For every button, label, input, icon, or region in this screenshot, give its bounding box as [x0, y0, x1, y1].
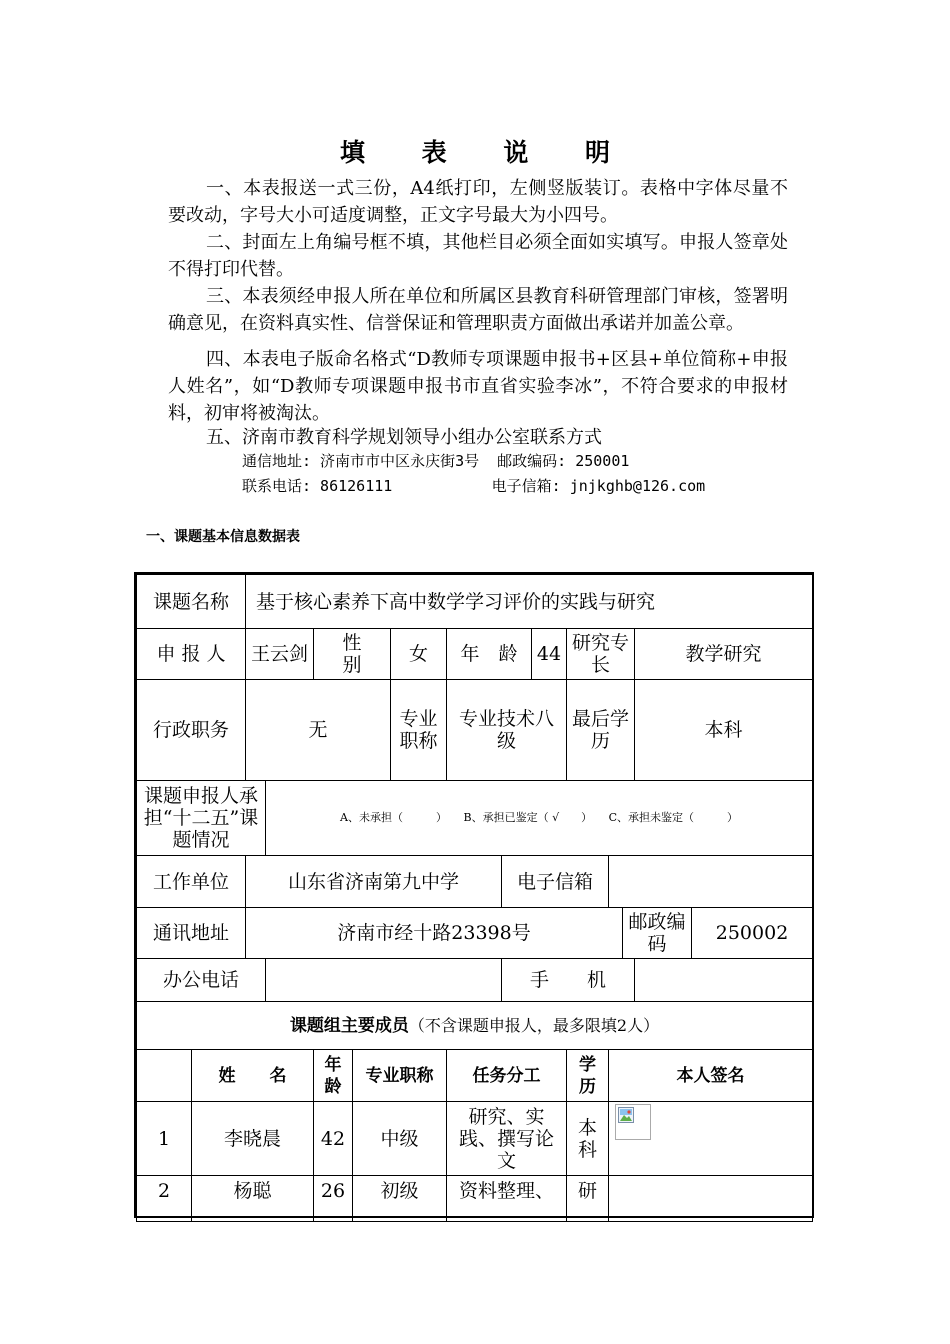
specialty-label: 研究专长	[567, 629, 635, 680]
applicant-label: 申 报 人	[137, 629, 246, 680]
table-row	[137, 1176, 813, 1222]
age-label: 年 龄	[447, 629, 532, 680]
education-value[interactable]: 本科	[635, 680, 813, 781]
address-value[interactable]: 济南市经十路23398号	[246, 908, 623, 959]
member-signature[interactable]	[609, 1102, 813, 1176]
members-col-task: 任务分工	[447, 1050, 567, 1102]
topic-value[interactable]: 基于核心素养下高中数学学习评价的实践与研究	[246, 575, 813, 629]
member-title[interactable]: 中级	[353, 1102, 447, 1176]
workplace-label: 工作单位	[137, 856, 246, 908]
workplace-value[interactable]: 山东省济南第九中学	[246, 856, 502, 908]
instruction-paragraph-5: 五、济南市教育科学规划领导小组办公室联系方式	[206, 427, 602, 448]
undertaking-label: 课题申报人承担“十二五”课题情况	[137, 781, 266, 856]
member-name[interactable]: 李晓晨	[192, 1102, 314, 1176]
office-phone-label: 办公电话	[137, 959, 266, 1002]
prof-title-value[interactable]: 专业技术八级	[447, 680, 567, 781]
admin-post-label: 行政职务	[137, 680, 246, 781]
instruction-paragraph-2: 二、封面左上角编号框不填，其他栏目必须全面如实填写。申报人签章处不得打印代替。	[168, 232, 788, 280]
members-col-number	[137, 1050, 192, 1102]
contact-phone-line: 联系电话: 86126111 电子信箱: jnjkghb@126.com	[242, 477, 706, 495]
section-heading: 一、课题基本信息数据表	[146, 529, 300, 545]
broken-image-icon	[615, 1104, 651, 1140]
page-title: 填 表 说 明	[339, 138, 635, 167]
members-heading	[137, 1002, 813, 1050]
office-phone-value[interactable]	[266, 959, 502, 1002]
admin-post-value[interactable]: 无	[246, 680, 391, 781]
member-title[interactable]: 初级	[353, 1176, 447, 1222]
email-label: 电子信箱	[502, 856, 609, 908]
member-education[interactable]: 本科	[567, 1102, 609, 1176]
member-education[interactable]: 研	[567, 1176, 609, 1222]
instruction-paragraph-4: 四、本表电子版命名格式“D教师专项课题申报书+区县+单位简称+申报人姓名”，如“D教师专项课题申报书市直省实验李冰”，不符合要求的申报材料，初审将被淘汰。	[168, 349, 788, 424]
postcode-label: 邮政编码	[623, 908, 692, 959]
instruction-paragraph-3: 三、本表须经申报人所在单位和所属区县教育科研管理部门审核，签署明确意见，在资料真实性、信誉保证和管理职责方面做出承诺并加盖公章。	[168, 286, 788, 334]
members-col-name: 姓 名	[192, 1050, 314, 1102]
member-number: 1	[137, 1102, 192, 1176]
gender-value[interactable]: 女	[391, 629, 447, 680]
applicant-name[interactable]: 王云剑	[246, 629, 314, 680]
member-task[interactable]: 研究、实践、撰写论文	[447, 1102, 567, 1176]
members-heading-note: （不含课题申报人，最多限填2人）	[408, 1015, 660, 1035]
postcode-value[interactable]: 250002	[692, 908, 813, 959]
member-name[interactable]: 杨聪	[192, 1176, 314, 1222]
address-label: 通讯地址	[137, 908, 246, 959]
basic-info-table	[136, 574, 813, 1222]
members-col-age: 年龄	[314, 1050, 353, 1102]
email-value[interactable]	[609, 856, 813, 908]
basic-info-form	[134, 572, 814, 1218]
member-number: 2	[137, 1176, 192, 1222]
topic-label: 课题名称	[137, 575, 246, 629]
members-col-signature: 本人签名	[609, 1050, 813, 1102]
gender-label: 性 别	[314, 629, 391, 680]
members-heading-title: 课题组主要成员	[289, 1015, 409, 1036]
members-col-education: 学历	[567, 1050, 609, 1102]
member-age[interactable]: 42	[314, 1102, 353, 1176]
prof-title-label: 专业职称	[391, 680, 447, 781]
member-signature[interactable]	[609, 1176, 813, 1222]
table-row	[137, 1102, 813, 1176]
members-col-title: 专业职称	[353, 1050, 447, 1102]
education-label: 最后学历	[567, 680, 635, 781]
contact-address-line: 通信地址: 济南市市中区永庆街3号 邮政编码: 250001	[242, 452, 630, 470]
instruction-paragraph-1: 一、本表报送一式三份，A4纸打印，左侧竖版装订。表格中字体尽量不要改动，字号大小可适度调整，正文字号最大为小四号。	[168, 178, 788, 226]
undertaking-options[interactable]: A、未承担（ ） B、承担已鉴定（ √ ） C、承担未鉴定（ ）	[266, 781, 813, 856]
mobile-value[interactable]	[635, 959, 813, 1002]
specialty-value[interactable]: 教学研究	[635, 629, 813, 680]
mobile-label: 手 机	[502, 959, 635, 1002]
member-age[interactable]: 26	[314, 1176, 353, 1222]
age-value[interactable]: 44	[532, 629, 567, 680]
member-task[interactable]: 资料整理、	[447, 1176, 567, 1222]
